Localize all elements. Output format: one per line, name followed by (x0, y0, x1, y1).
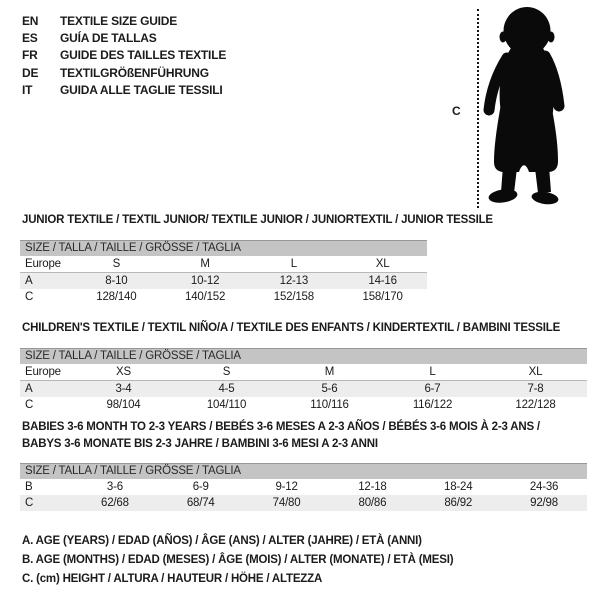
row-label: A (25, 275, 33, 287)
table-row-europe (20, 256, 427, 273)
language-code: EN (22, 14, 39, 28)
language-code: IT (22, 82, 33, 97)
size-header-bar: SIZE / TALLA / TAILLE / GRÖSSE / TAGLIA (20, 240, 427, 256)
size-value: 116/122 (412, 399, 453, 411)
size-value: 74/80 (272, 497, 301, 509)
size-value: 3-6 (106, 481, 123, 493)
size-value: M (324, 366, 335, 378)
junior-table-title: JUNIOR TEXTILE / TEXTIL JUNIOR/ TEXTILE JUNIOR / JUNIORTEXTIL / JUNIOR TESSILE (22, 214, 493, 226)
size-value: 128/140 (96, 291, 137, 303)
guide-title-fr: GUIDE DES TAILLES TEXTILE (60, 48, 227, 63)
size-value: 6-7 (424, 383, 441, 395)
size-header-bar: SIZE / TALLA / TAILLE / GRÖSSE / TAGLIA (20, 463, 587, 479)
size-value: L (290, 258, 297, 270)
size-value: S (222, 366, 231, 378)
size-value: 152/158 (273, 291, 314, 303)
size-value: 14-16 (368, 275, 397, 287)
language-row-it (22, 82, 226, 99)
language-row-de (22, 65, 226, 82)
size-value: 18-24 (444, 481, 473, 493)
junior-size-table (20, 240, 427, 305)
size-value: 10-12 (190, 275, 220, 287)
size-value: 122/128 (515, 399, 556, 411)
size-value: 7-8 (527, 383, 544, 395)
table-row-c (20, 397, 587, 413)
babies-size-table (20, 463, 587, 511)
legend-notes (22, 532, 453, 588)
size-value: 92/98 (530, 497, 558, 509)
size-value: 62/68 (101, 497, 129, 509)
size-value: 12-13 (279, 275, 309, 287)
height-measure-label: C (452, 104, 461, 118)
row-label: A (25, 383, 33, 395)
size-value: 104/110 (206, 399, 247, 411)
guide-title-it: GUIDA ALLE TAGLIE TESSILI (60, 82, 223, 97)
size-value: 110/116 (310, 399, 349, 411)
language-row-fr (22, 47, 226, 64)
size-value: L (429, 366, 436, 378)
table-row-c (20, 495, 587, 511)
size-value: 6-9 (192, 481, 209, 493)
height-measure-line (477, 9, 479, 208)
table-row-b (20, 479, 587, 495)
children-table-title: CHILDREN'S TEXTILE / TEXTIL NIÑO/A / TEXTILE DES ENFANTS / KINDERTEXTIL / BAMBINI TESSILE (22, 322, 561, 334)
row-label: B (25, 481, 33, 493)
size-value: 3-4 (115, 383, 132, 395)
size-value: 4-5 (218, 383, 235, 395)
guide-title-es: GUÍA DE TALLAS (60, 31, 157, 46)
size-value: XL (375, 258, 390, 270)
babies-table-title-line1: BABIES 3-6 MONTH TO 2-3 YEARS / BEBÉS 3-6 MESES A 2-3 AÑOS / BÉBÉS 3-6 MOIS À 2-3 ANS / (22, 421, 540, 433)
row-label: C (25, 497, 34, 509)
guide-title-en: TEXTILE SIZE GUIDE (60, 14, 178, 28)
row-label: C (25, 399, 34, 411)
baby-silhouette-icon (481, 5, 571, 207)
size-value: S (112, 258, 121, 270)
size-value: 24-36 (529, 481, 559, 493)
size-value: 8-10 (105, 275, 128, 287)
size-value: 80/86 (358, 497, 387, 509)
guide-title-de: TEXTILGRÖßENFÜHRUNG (60, 65, 209, 80)
size-value: 5-6 (321, 383, 338, 395)
children-size-table (20, 348, 587, 413)
legend-note-c: C. (cm) HEIGHT / ALTURA / HAUTEUR / HÖHE / ALTEZZA (22, 572, 323, 585)
table-row-a (20, 273, 427, 289)
language-code: ES (22, 31, 38, 46)
size-value: 86/92 (444, 497, 473, 509)
size-value: 9-12 (275, 481, 298, 493)
row-label: C (25, 291, 34, 303)
legend-note-a: A. AGE (YEARS) / EDAD (AÑOS) / ÂGE (ANS) / ALTER (JAHRE) / ETÀ (ANNI) (22, 535, 422, 547)
legend-note-b: B. AGE (MONTHS) / EDAD (MESES) / ÂGE (MOIS) / ALTER (MONATE) / ETÀ (MESI) (22, 553, 454, 566)
table-row-europe (20, 364, 587, 381)
size-header-bar: SIZE / TALLA / TAILLE / GRÖSSE / TAGLIA (20, 348, 587, 364)
size-value: M (200, 258, 210, 270)
size-value: 140/152 (185, 291, 226, 303)
size-value: 158/170 (362, 291, 403, 303)
size-value: XL (528, 366, 543, 378)
language-row-es (22, 30, 226, 47)
size-value: 98/104 (106, 399, 141, 411)
row-label: Europe (25, 366, 61, 378)
language-code: FR (22, 48, 38, 63)
row-label: Europe (25, 258, 61, 270)
table-row-a (20, 381, 587, 397)
babies-table-title (22, 419, 540, 453)
language-row-en (22, 13, 226, 30)
size-value: XS (116, 366, 131, 378)
size-value: 12-18 (358, 481, 387, 493)
language-code: DE (22, 65, 39, 80)
size-value: 68/74 (186, 497, 215, 509)
language-title-list (22, 13, 226, 99)
table-row-c (20, 289, 427, 305)
babies-table-title-line2: BABYS 3-6 MONATE BIS 2-3 JAHRE / BAMBINI 3-6 MESI A 2-3 ANNI (22, 438, 378, 450)
